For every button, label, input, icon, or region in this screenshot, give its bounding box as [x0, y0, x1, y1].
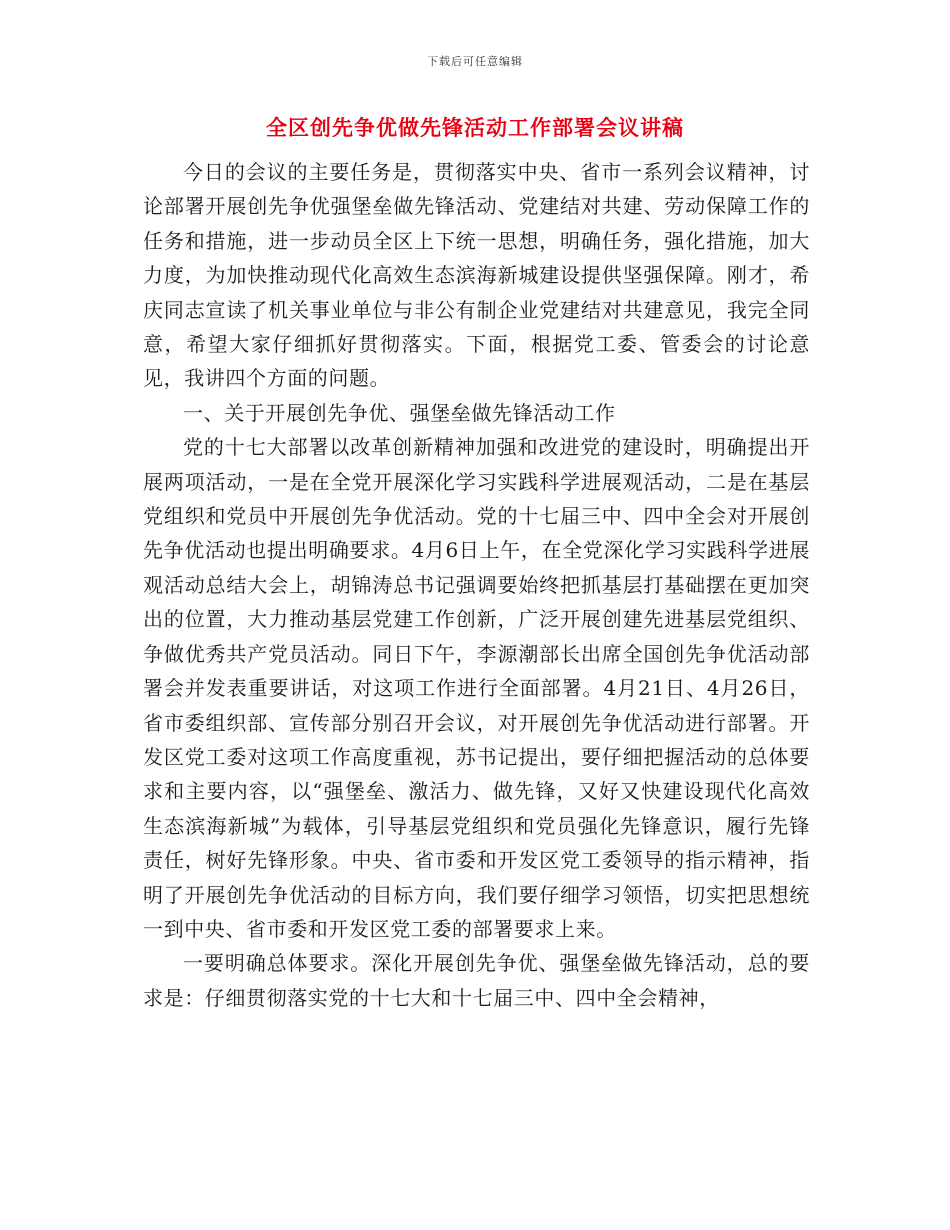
paragraph-section-1: 党的十七大部署以改革创新精神加强和改进党的建设时，明确提出开展两项活动，一是在全党开展深化学习实践科学进展观活动，二是在基层党组织和党员中开展创先争优活动。党的十七届三中、四中全会对开展创先争优活动也提出明确要求。4月6日上午，在全党深化学习实践科学进展观活动总结大会上，胡锦涛总书记强调要始终把抓基层打基础摆在更加突出的位置，大力推动基层党建工作创新，广泛开展创建先进基层党组织、争做优秀共产党员活动。同日下午，李源潮部长出席全国创先争优活动部署会并发表重要讲话，对这项工作进行全面部署。4月21日、4月26日，省市委组织部、宣传部分别召开会议，对开展创先争优活动进行部署。开发区党工委对这项工作高度重视，苏书记提出，要仔细把握活动的总体要求和主要内容，以“强堡垒、激活力、做先锋，又好又快建设现代化高效生态滨海新城”为载体，引导基层党组织和党员强化先锋意识，履行先锋责任，树好先锋形象。中央、省市委和开发区党工委领导的指示精神，指明了开展创先争优活动的目标方向，我们要仔细学习领悟，切实把思想统一到中央、省市委和开发区党工委的部署要求上来。 [143, 435, 810, 941]
document-title: 全区创先争优做先锋活动工作部署会议讲稿 [266, 115, 684, 140]
paragraph-requirements: 一要明确总体要求。深化开展创先争优、强堡垒做先锋活动，总的要求是：仔细贯彻落实党的十七大和十七届三中、四中全会精神， [143, 951, 810, 1010]
header-note: 下载后可任意编辑 [427, 55, 523, 68]
paragraph-intro: 今日的会议的主要任务是，贯彻落实中央、省市一系列会议精神，讨论部署开展创先争优强堡垒做先锋活动、党建结对共建、劳动保障工作的任务和措施，进一步动员全区上下统一思想，明确任务，强化措施，加大力度，为加快推动现代化高效生态滨海新城建设提供坚强保障。刚才，希庆同志宣读了机关事业单位与非公有制企业党建结对共建意见，我完全同意，希望大家仔细抓好贯彻落实。下面，根据党工委、管委会的讨论意见，我讲四个方面的问题。 [143, 160, 810, 391]
document-body [143, 155, 810, 1015]
section-heading-1: 一、关于开展创先争优、强堡垒做先锋活动工作 [183, 400, 616, 425]
